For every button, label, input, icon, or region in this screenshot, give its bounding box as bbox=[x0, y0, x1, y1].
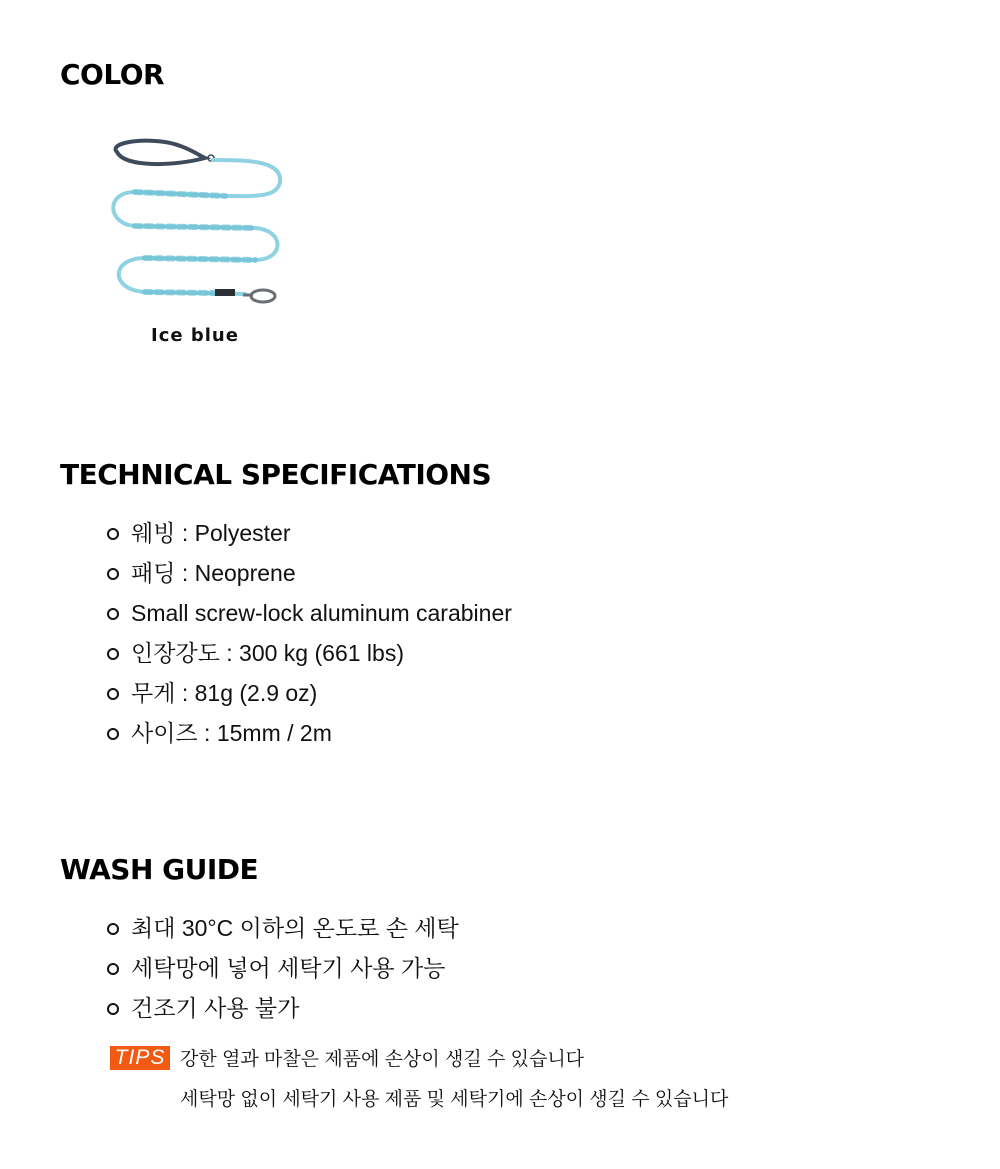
wash-list bbox=[105, 908, 459, 1028]
specs-section-title: TECHNICAL SPECIFICATIONS bbox=[60, 458, 492, 491]
bullet-circle-icon bbox=[107, 963, 119, 975]
list-item bbox=[105, 948, 459, 988]
bullet-circle-icon bbox=[107, 728, 119, 740]
list-item bbox=[105, 553, 512, 593]
wash-text: 세탁망에 넣어 세탁기 사용 가능 bbox=[131, 955, 446, 981]
bullet-circle-icon bbox=[107, 528, 119, 540]
spec-text: Small screw-lock aluminum carabiner bbox=[131, 600, 512, 626]
tips-badge: TIPS bbox=[110, 1046, 170, 1070]
bullet-circle-icon bbox=[107, 648, 119, 660]
wash-section-title: WASH GUIDE bbox=[60, 853, 259, 886]
list-item bbox=[105, 673, 512, 713]
list-item bbox=[105, 593, 512, 633]
tips-text: 강한 열과 마찰은 제품에 손상이 생길 수 있습니다 bbox=[180, 1049, 585, 1070]
spec-text: 무게 : 81g (2.9 oz) bbox=[131, 680, 318, 706]
bullet-circle-icon bbox=[107, 923, 119, 935]
leash-image bbox=[105, 130, 295, 310]
list-item bbox=[105, 713, 512, 753]
wash-text: 건조기 사용 불가 bbox=[131, 995, 300, 1021]
bullet-circle-icon bbox=[107, 568, 119, 580]
list-item bbox=[105, 908, 459, 948]
list-item bbox=[105, 633, 512, 673]
spec-text: 인장강도 : 300 kg (661 lbs) bbox=[131, 640, 404, 666]
list-item bbox=[105, 513, 512, 553]
bullet-circle-icon bbox=[107, 608, 119, 620]
tips-text: 세탁망 없이 세탁기 사용 제품 및 세탁기에 손상이 생길 수 있습니다 bbox=[180, 1089, 729, 1110]
spec-text: 웨빙 : Polyester bbox=[131, 520, 291, 546]
specs-list bbox=[105, 513, 512, 753]
color-swatch-label: Ice blue bbox=[151, 325, 239, 346]
list-item bbox=[105, 988, 459, 1028]
bullet-circle-icon bbox=[107, 1003, 119, 1015]
spec-text: 사이즈 : 15mm / 2m bbox=[131, 720, 332, 746]
wash-text: 최대 30°C 이하의 온도로 손 세탁 bbox=[131, 915, 459, 941]
bullet-circle-icon bbox=[107, 688, 119, 700]
spec-text: 패딩 : Neoprene bbox=[131, 560, 296, 586]
color-section-title: COLOR bbox=[60, 58, 165, 91]
color-swatch-ice-blue[interactable] bbox=[105, 130, 295, 346]
